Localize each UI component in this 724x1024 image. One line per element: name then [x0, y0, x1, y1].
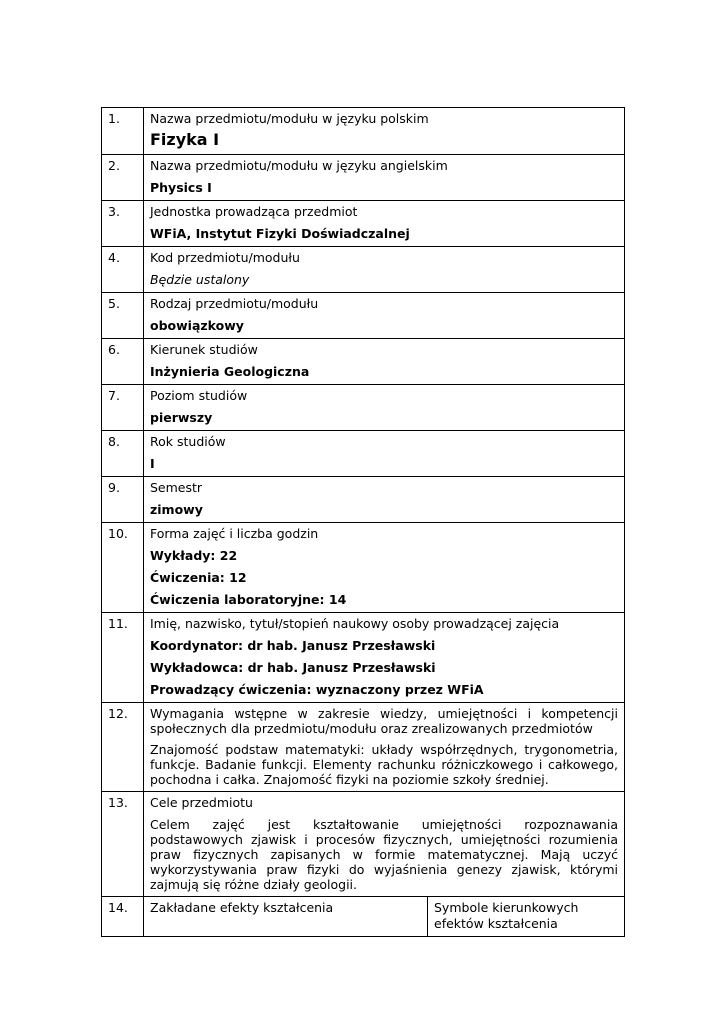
row-content — [144, 201, 625, 247]
row-number: 1. — [102, 108, 144, 155]
course-name-pl: Fizyka I — [150, 130, 220, 149]
table-row — [102, 477, 625, 523]
row-content — [144, 155, 625, 201]
table-row — [102, 523, 625, 613]
row-number: 10. — [102, 523, 144, 613]
table-row — [102, 613, 625, 703]
syllabus-table — [101, 107, 625, 937]
row-content — [144, 523, 625, 613]
lecture-hours: Wykłady: 22 — [150, 548, 238, 563]
table-row — [102, 703, 625, 792]
row-number: 5. — [102, 293, 144, 339]
row-label: Kod przedmiotu/modułu — [150, 250, 300, 265]
learning-outcomes-header — [144, 897, 428, 937]
table-row — [102, 247, 625, 293]
course-code: Będzie ustalony — [150, 272, 250, 287]
table-row — [102, 201, 625, 247]
study-level: pierwszy — [150, 410, 213, 425]
row-label: Imię, nazwisko, tytuł/stopień naukowy osoby prowadzącej zajęcia — [150, 616, 560, 631]
row-content — [144, 792, 625, 897]
lab-hours: Ćwiczenia laboratoryjne: 14 — [150, 592, 347, 607]
semester: zimowy — [150, 502, 203, 517]
row-label: Cele przedmiotu — [150, 795, 253, 810]
lecturer: Wykładowca: dr hab. Janusz Przesławski — [150, 660, 436, 675]
row-number: 14. — [102, 897, 144, 937]
row-number: 3. — [102, 201, 144, 247]
row-content — [144, 339, 625, 385]
table-row — [102, 339, 625, 385]
course-name-en: Physics I — [150, 180, 212, 195]
row-content — [144, 477, 625, 523]
row-number: 13. — [102, 792, 144, 897]
row-label: Zakładane efekty kształcenia — [150, 900, 334, 915]
table-row — [102, 108, 625, 155]
row-number: 11. — [102, 613, 144, 703]
exercise-hours: Ćwiczenia: 12 — [150, 570, 247, 585]
row-label: Nazwa przedmiotu/modułu w języku polskim — [150, 111, 429, 126]
table-row — [102, 293, 625, 339]
course-objectives: Celem zajęć jest kształtowanie umiejętności rozpoznawania podstawowych zjawisk i procesów fizycznych, umiejętności rozumienia praw fizycznych zapisanych w formie matematycznej. Mają uczyć wykorzystywania praw fizyki do wyjaśnienia genezy zjawisk, którymi zajmują się różne działy geologii. — [150, 817, 618, 892]
course-type: obowiązkowy — [150, 318, 244, 333]
row-content — [144, 247, 625, 293]
row-label: Forma zajęć i liczba godzin — [150, 526, 319, 541]
table-row — [102, 155, 625, 201]
row-label: Poziom studiów — [150, 388, 248, 403]
exercise-instructor: Prowadzący ćwiczenia: wyznaczony przez WFiA — [150, 682, 484, 697]
row-number: 8. — [102, 431, 144, 477]
row-content — [144, 385, 625, 431]
field-of-study: Inżynieria Geologiczna — [150, 364, 310, 379]
row-label: Rodzaj przedmiotu/modułu — [150, 296, 319, 311]
coordinator: Koordynator: dr hab. Janusz Przesławski — [150, 638, 436, 653]
row-label: Semestr — [150, 480, 203, 495]
row-content — [144, 108, 625, 155]
row-number: 2. — [102, 155, 144, 201]
outcome-symbols-header — [428, 897, 625, 937]
row-label: Kierunek studiów — [150, 342, 258, 357]
row-label: Jednostka prowadząca przedmiot — [150, 204, 358, 219]
table-row — [102, 792, 625, 897]
row-number: 12. — [102, 703, 144, 792]
row-number: 6. — [102, 339, 144, 385]
row-content — [144, 613, 625, 703]
table-row — [102, 385, 625, 431]
row-number: 7. — [102, 385, 144, 431]
row-label: Wymagania wstępne w zakresie wiedzy, umiejętności i kompetencji społecznych dla przedmiotu/modułu oraz zrealizowanych przedmiotów — [150, 706, 618, 736]
row-content — [144, 431, 625, 477]
row-number: 4. — [102, 247, 144, 293]
row-label-symbols: Symbole kierunkowych efektów kształcenia — [434, 900, 579, 931]
prerequisites: Znajomość podstaw matematyki: układy współrzędnych, trygonometria, funkcje. Badanie funkcji. Elementy rachunku różniczkowego i całkowego, pochodna i całka. Znajomość fizyki na poziomie szkoły średniej. — [150, 742, 618, 787]
table-row — [102, 897, 625, 937]
row-label: Nazwa przedmiotu/modułu w języku angielskim — [150, 158, 448, 173]
table-row — [102, 431, 625, 477]
row-number: 9. — [102, 477, 144, 523]
row-content — [144, 703, 625, 792]
study-year: I — [150, 456, 155, 471]
teaching-unit: WFiA, Instytut Fizyki Doświadczalnej — [150, 226, 410, 241]
row-label: Rok studiów — [150, 434, 226, 449]
row-content — [144, 293, 625, 339]
